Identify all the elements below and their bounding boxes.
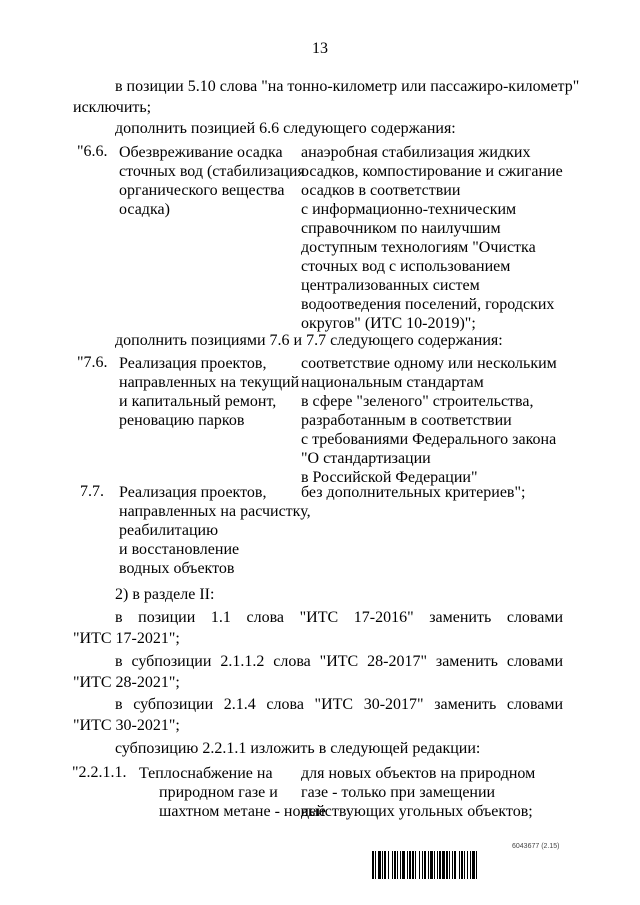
intro-line-3: дополнить позицией 6.6 следующего содержания: bbox=[115, 120, 456, 137]
word: субпозиции bbox=[133, 696, 214, 713]
word: в bbox=[115, 696, 123, 713]
title-line: реабилитацию bbox=[119, 522, 219, 539]
word: позиции bbox=[138, 609, 196, 626]
title-line: Реализация проектов, bbox=[119, 355, 267, 372]
word: 1.1 bbox=[210, 609, 231, 626]
section-2-paragraph-1-line-1 bbox=[115, 608, 563, 627]
section-2-paragraph-3-line-1 bbox=[115, 695, 563, 714]
criteria-line: водоотведения поселений, городских bbox=[301, 296, 555, 313]
section-2-paragraph-3-line-2: "ИТС 30-2021"; bbox=[73, 717, 180, 734]
item-2-2-1-1-number: "2.2.1.1. bbox=[72, 764, 127, 781]
criteria-line: в сфере "зеленого" строительства, bbox=[301, 393, 534, 410]
word: "ИТС bbox=[314, 696, 354, 713]
barcode-caption: 6043677 (2.15) bbox=[512, 843, 560, 850]
section-2-paragraph-1-line-2: "ИТС 17-2021"; bbox=[73, 630, 180, 647]
word: слова bbox=[246, 609, 285, 626]
criteria-line: газе - только при замещении bbox=[301, 784, 496, 801]
criteria-line: с информационно-техническим bbox=[301, 201, 517, 218]
item-2-2-1-1-criteria bbox=[301, 764, 535, 821]
criteria-line: действующих угольных объектов; bbox=[301, 803, 533, 820]
item-7-6-criteria bbox=[301, 354, 557, 487]
item-6-6-title bbox=[119, 143, 305, 219]
title-line: сточных вод (стабилизация bbox=[119, 163, 305, 180]
item-6-6-number: "6.6. bbox=[77, 143, 108, 160]
word: субпозиции bbox=[131, 653, 212, 670]
section-2-paragraph-4: субпозицию 2.2.1.1 изложить в следующей редакции: bbox=[115, 740, 481, 757]
criteria-line: без дополнительных критериев"; bbox=[301, 484, 526, 501]
title-line: направленных на расчистку, bbox=[119, 503, 311, 520]
item-7-7-number: 7.7. bbox=[80, 483, 104, 500]
criteria-line: соответствие одному или нескольким bbox=[301, 355, 557, 372]
barcode-icon bbox=[372, 851, 562, 879]
title-line: природном газе и bbox=[159, 784, 278, 801]
word: 2.1.1.2 bbox=[220, 653, 265, 670]
word: заменить bbox=[429, 609, 492, 626]
criteria-line: для новых объектов на природном bbox=[301, 765, 536, 782]
item-2-2-1-1-title bbox=[139, 764, 326, 821]
intro-line-2: исключить; bbox=[73, 99, 152, 116]
word: 30-2017" bbox=[363, 696, 424, 713]
item-7-7-title bbox=[119, 483, 311, 578]
word: заменить bbox=[434, 696, 497, 713]
criteria-line: сточных вод с использованием bbox=[301, 258, 511, 275]
criteria-line: осадков в соответствии bbox=[301, 182, 461, 199]
criteria-line: осадков, компостирование и сжигание bbox=[301, 163, 563, 180]
criteria-line: разработанным в соответствии bbox=[301, 412, 512, 429]
title-line: и восстановление bbox=[119, 541, 240, 558]
title-line: водных объектов bbox=[119, 560, 235, 577]
item-7-6-title bbox=[119, 354, 299, 430]
criteria-line: анаэробная стабилизация жидких bbox=[301, 144, 531, 161]
title-line: Обезвреживание осадка bbox=[119, 144, 283, 161]
word: слова bbox=[273, 653, 311, 670]
middle-text: дополнить позициями 7.6 и 7.7 следующего содержания: bbox=[115, 332, 503, 349]
criteria-line: с требованиями Федерального закона bbox=[301, 431, 557, 448]
title-line: органического вещества bbox=[119, 182, 285, 199]
title-line: Теплоснабжение на bbox=[139, 765, 273, 782]
page-number: 13 bbox=[312, 40, 328, 57]
word: в bbox=[115, 609, 123, 626]
title-line: осадка) bbox=[119, 201, 170, 218]
word: 2.1.4 bbox=[223, 696, 256, 713]
title-line: и капитальный ремонт, bbox=[119, 393, 277, 410]
word: слова bbox=[266, 696, 304, 713]
criteria-line: "О стандартизации bbox=[301, 450, 431, 467]
word: 28-2017" bbox=[367, 653, 427, 670]
item-6-6-criteria bbox=[301, 143, 563, 333]
title-line: шахтном метане - новые bbox=[159, 803, 326, 820]
word: в bbox=[115, 653, 123, 670]
criteria-line: централизованных систем bbox=[301, 277, 480, 294]
criteria-line: справочником по наилучшим bbox=[301, 220, 501, 237]
section-2-paragraph-2-line-1 bbox=[115, 652, 563, 671]
word: заменить bbox=[435, 653, 498, 670]
word: "ИТС bbox=[299, 609, 339, 626]
word: словами bbox=[506, 696, 564, 713]
intro-line-1: в позиции 5.10 слова "на тонно-километр или пассажиро-километр" bbox=[115, 78, 580, 95]
item-7-7-criteria bbox=[301, 483, 525, 502]
word: 17-2016" bbox=[353, 609, 414, 626]
word: словами bbox=[506, 653, 564, 670]
section-2-heading: 2) в разделе II: bbox=[115, 586, 215, 603]
criteria-line: округов" (ИТС 10-2019)"; bbox=[301, 315, 476, 332]
item-7-6-number: "7.6. bbox=[77, 354, 108, 371]
criteria-line: доступным технологиям "Очистка bbox=[301, 239, 536, 256]
title-line: направленных на текущий bbox=[119, 374, 300, 391]
word: "ИТС bbox=[319, 653, 359, 670]
word: словами bbox=[506, 609, 564, 626]
title-line: реновацию парков bbox=[119, 412, 245, 429]
criteria-line: национальным стандартам bbox=[301, 374, 484, 391]
criteria-line: в Российской Федерации" bbox=[301, 469, 478, 486]
section-2-paragraph-2-line-2: "ИТС 28-2021"; bbox=[73, 674, 180, 691]
title-line: Реализация проектов, bbox=[119, 484, 267, 501]
